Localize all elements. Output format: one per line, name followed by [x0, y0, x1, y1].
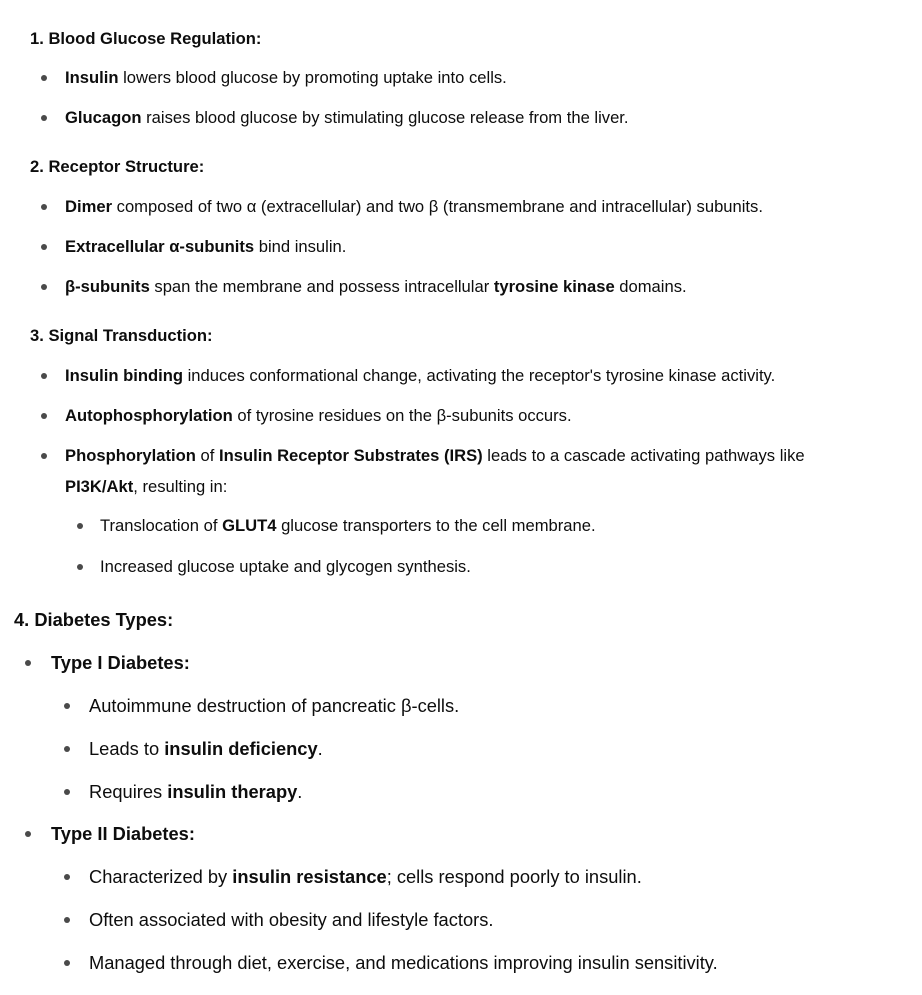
list-item [65, 197, 763, 217]
item-text: bind insulin. [254, 237, 347, 256]
list-item [65, 446, 805, 466]
bullet-dot [41, 115, 47, 121]
sub-list-item: Increased glucose uptake and glycogen synthesis. [100, 557, 471, 576]
term-irs: Insulin Receptor Substrates (IRS) [218, 446, 483, 465]
term-insulin: Insulin [65, 68, 119, 87]
term-alpha-subunits: Extracellular α-subunits [65, 237, 255, 256]
sub-list-item [100, 516, 596, 536]
item-text: Translocation of [100, 516, 223, 535]
item-text: ; cells respond poorly to insulin. [386, 866, 642, 887]
term-dimer: Dimer [65, 197, 113, 216]
sub-list-item [89, 781, 302, 803]
bullet-dot [41, 453, 47, 459]
sub-bullet-dot [64, 789, 70, 795]
term-beta-subunits: β-subunits [65, 277, 150, 296]
bullet-dot [25, 660, 31, 666]
sub-bullet-dot [64, 917, 70, 923]
list-item [65, 108, 629, 128]
bullet-dot [41, 373, 47, 379]
item-text: , resulting in: [133, 477, 228, 496]
list-item [65, 68, 507, 88]
bullet-dot [41, 284, 47, 290]
bullet-dot [25, 831, 31, 837]
item-text: of tyrosine residues on the β-subunits occurs. [232, 406, 572, 425]
item-text: Leads to [89, 738, 165, 759]
sub-bullet-dot [77, 564, 83, 570]
sub-list-item: Autoimmune destruction of pancreatic β-cells. [89, 695, 460, 716]
sub-list-item: Managed through diet, exercise, and medications improving insulin sensitivity. [89, 952, 718, 973]
item-text: . [297, 781, 303, 802]
term-pi3k-akt: PI3K/Akt [65, 477, 134, 496]
item-text: glucose transporters to the cell membrane. [276, 516, 596, 535]
bullet-dot [41, 244, 47, 250]
item-text: . [317, 738, 323, 759]
sub-bullet-dot [64, 703, 70, 709]
sub-bullet-dot [64, 874, 70, 880]
term-insulin-binding: Insulin binding [65, 366, 183, 385]
item-text: domains. [614, 277, 687, 296]
list-item [65, 406, 572, 426]
item-text: Characterized by [89, 866, 233, 887]
term-insulin-therapy: insulin therapy [167, 781, 298, 802]
item-text: composed of two α (extracellular) and two β (transmembrane and intracellular) subunits. [112, 197, 763, 216]
item-text: raises blood glucose by stimulating glucose release from the liver. [141, 108, 629, 127]
list-item [65, 237, 346, 257]
section-heading-receptor-structure: 2. Receptor Structure: [30, 157, 205, 176]
item-text: Requires [89, 781, 168, 802]
list-item [65, 366, 775, 386]
sub-list-item: Often associated with obesity and lifestyle factors. [89, 909, 494, 930]
sub-list-item [89, 866, 642, 888]
item-text: lowers blood glucose by promoting uptake into cells. [118, 68, 507, 87]
sub-bullet-dot [64, 960, 70, 966]
term-phosphorylation: Phosphorylation [65, 446, 196, 465]
sub-bullet-dot [64, 746, 70, 752]
section-heading-blood-glucose: 1. Blood Glucose Regulation: [30, 29, 262, 48]
term-insulin-deficiency: insulin deficiency [164, 738, 318, 759]
term-tyrosine-kinase: tyrosine kinase [493, 277, 615, 296]
sub-list-item [89, 738, 323, 760]
type-1-label: Type I Diabetes: [51, 652, 190, 673]
term-glut4: GLUT4 [222, 516, 277, 535]
bullet-dot [41, 413, 47, 419]
bullet-dot [41, 204, 47, 210]
section-heading-diabetes-types: 4. Diabetes Types: [14, 609, 174, 630]
list-item [65, 277, 687, 297]
bullet-dot [41, 75, 47, 81]
type-2-label: Type II Diabetes: [51, 823, 195, 844]
item-text: induces conformational change, activating the receptor's tyrosine kinase activity. [182, 366, 776, 385]
item-text: leads to a cascade activating pathways like [482, 446, 805, 465]
list-item-continuation [65, 477, 227, 497]
term-autophosphorylation: Autophosphorylation [65, 406, 233, 425]
term-glucagon: Glucagon [65, 108, 142, 127]
section-heading-signal-transduction: 3. Signal Transduction: [30, 326, 213, 345]
item-text: of [195, 446, 219, 465]
sub-bullet-dot [77, 523, 83, 529]
item-text: span the membrane and possess intracellular [149, 277, 494, 296]
term-insulin-resistance: insulin resistance [232, 866, 387, 887]
